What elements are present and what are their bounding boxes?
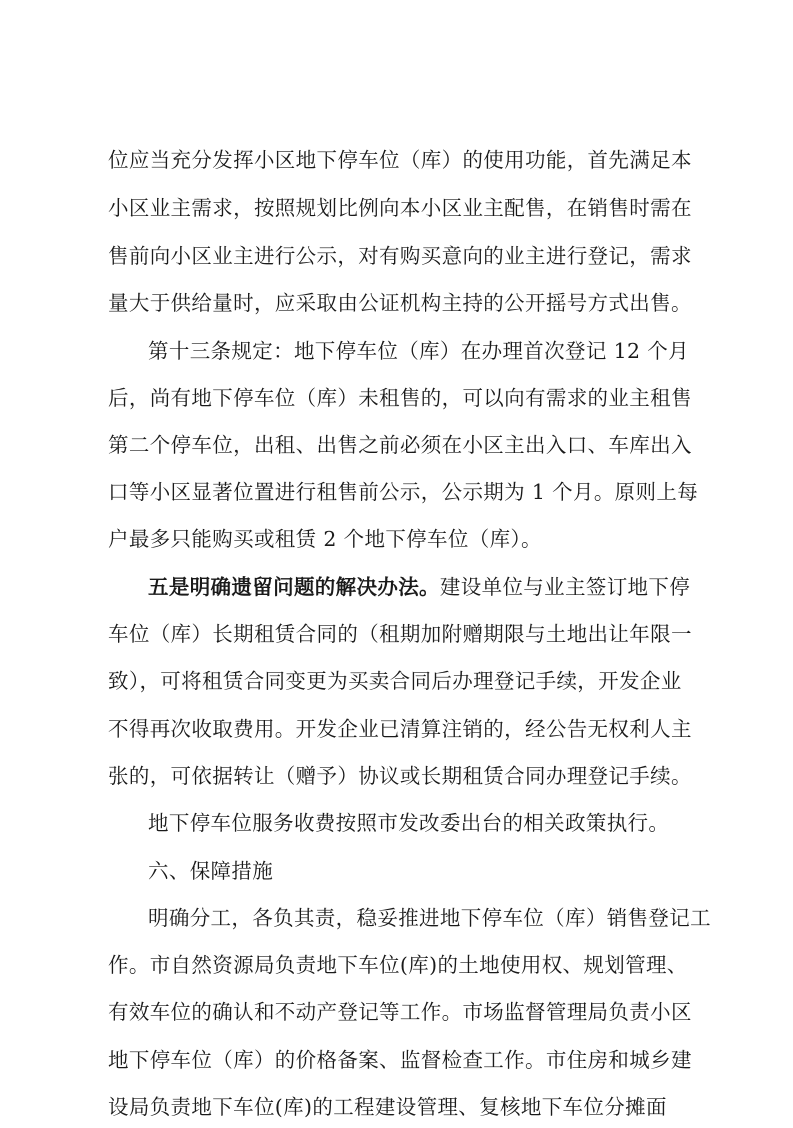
text-run: 户最多只能购买或租赁 2 个地下停车位（库）。 <box>108 527 542 551</box>
text-line <box>0 897 793 939</box>
text-run: 后，尚有地下停车位（库）未租售的，可以向有需求的业主租售 <box>108 386 692 410</box>
text-line <box>0 424 793 466</box>
text-line <box>0 660 793 702</box>
text-line <box>0 187 793 229</box>
text-line <box>0 330 793 372</box>
text-run: 明确分工，各负其责，稳妥推进地下停车位（库）销售登记工 <box>148 906 711 930</box>
text-line <box>0 566 793 608</box>
text-run: 建设单位与业主签订地下停 <box>439 575 691 599</box>
section-heading-text: 六、保障措施 <box>148 859 274 883</box>
text-run: 地下停车位（库）的价格备案、监督检查工作。市住房和城乡建 <box>108 1048 692 1072</box>
text-run: 设局负责地下车位(库)的工程建设管理、复核地下车位分摊面 <box>108 1095 667 1119</box>
text-run: 张的，可依据转让（赠予）协议或长期租赁合同办理登记手续。 <box>108 764 692 788</box>
text-run: 口等小区显著位置进行租售前公示，公示期为 1 个月。原则上每 <box>108 480 699 504</box>
text-run: 售前向小区业主进行公示，对有购买意向的业主进行登记，需求 <box>108 244 692 268</box>
section-heading <box>0 850 793 892</box>
text-line <box>0 377 793 419</box>
text-line <box>0 755 793 797</box>
text-run: 位应当充分发挥小区地下停车位（库）的使用功能，首先满足本 <box>108 148 692 172</box>
text-line <box>0 1039 793 1081</box>
text-run: 量大于供给量时，应采取由公证机构主持的公开摇号方式出售。 <box>108 291 692 315</box>
text-line <box>0 139 793 181</box>
text-line <box>0 613 793 655</box>
text-run: 小区业主需求，按照规划比例向本小区业主配售，在销售时需在 <box>108 196 692 220</box>
text-run <box>148 566 690 608</box>
text-run: 第二个停车位，出租、出售之前必须在小区主出入口、车库出入 <box>108 433 692 457</box>
text-line <box>0 991 793 1033</box>
text-run: 地下停车位服务收费按照市发改委出台的相关政策执行。 <box>148 811 670 835</box>
text-run: 第十三条规定：地下停车位（库）在办理首次登记 12 个月 <box>148 339 689 363</box>
text-run: 车位（库）长期租赁合同的（租期加附赠期限与土地出让年限一 <box>108 622 692 646</box>
text-run: 致），可将租赁合同变更为买卖合同后办理登记手续，开发企业 <box>108 669 682 693</box>
text-line <box>0 282 793 324</box>
text-run: 作。市自然资源局负责地下车位(库)的土地使用权、规划管理、 <box>108 953 688 977</box>
text-line <box>0 471 793 513</box>
bold-heading-run: 五是明确遗留问题的解决办法。 <box>148 575 440 599</box>
text-line <box>0 518 793 560</box>
text-run: 不得再次收取费用。开发企业已清算注销的，经公告无权利人主 <box>108 717 692 741</box>
text-line <box>0 235 793 277</box>
text-run: 有效车位的确认和不动产登记等工作。市场监督管理局负责小区 <box>108 1000 692 1024</box>
text-line <box>0 944 793 986</box>
text-line <box>0 708 793 750</box>
text-line <box>0 802 793 844</box>
